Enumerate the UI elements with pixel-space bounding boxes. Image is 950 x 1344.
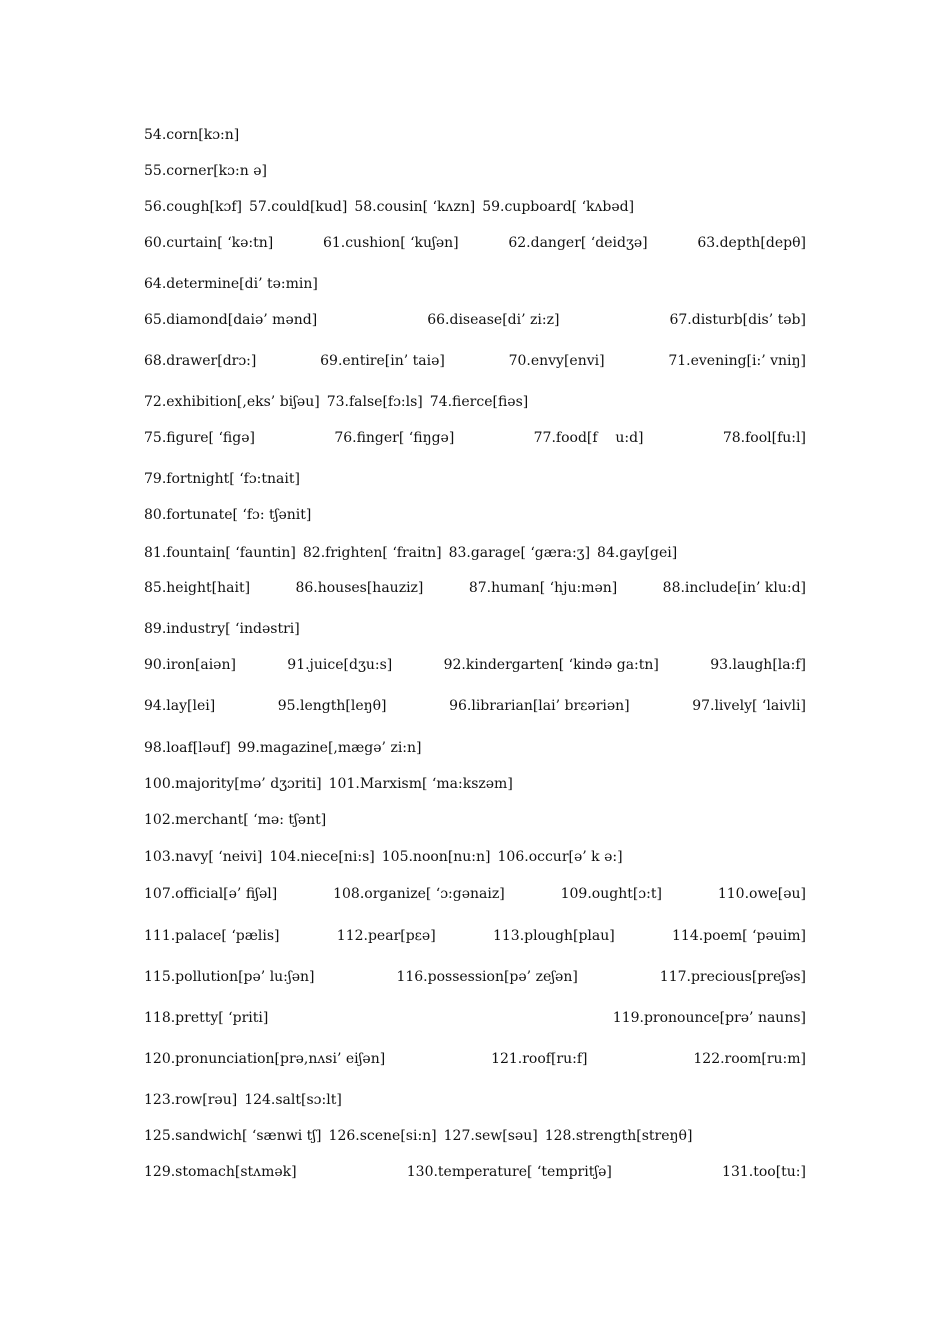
- text-line: [144, 848, 806, 866]
- vocabulary-entry: 94.lay[lei]: [144, 698, 216, 714]
- vocabulary-entry: 78.fool[fu:l]: [722, 430, 806, 446]
- vocabulary-entry: 74.fierce[fiəs]: [429, 394, 529, 410]
- text-line: [144, 697, 806, 715]
- vocabulary-entry: 101.Marxism[ ‘ma:kszəm]: [328, 776, 513, 792]
- vocabulary-entry: 58.cousin[ ‘kʌzn]: [354, 199, 476, 215]
- vocabulary-entry: 90.iron[aiən]: [144, 657, 236, 673]
- vocabulary-entry: 64.determine[di’ tə:min]: [144, 276, 318, 292]
- vocabulary-entry: 92.kindergarten[ ‘kində ga:tn]: [443, 657, 659, 673]
- vocabulary-entry: 97.lively[ ‘laivli]: [692, 698, 806, 714]
- vocabulary-entry: 128.strength[streŋθ]: [544, 1128, 693, 1144]
- vocabulary-entry: 69.entire[in’ taiə]: [320, 353, 445, 369]
- vocabulary-entry: 91.juice[dʒu:s]: [287, 657, 393, 673]
- vocabulary-entry: 108.organize[ ‘ɔ:gənaiz]: [333, 886, 505, 902]
- text-line: [144, 1009, 806, 1027]
- vocabulary-entry: 127.sew[səu]: [443, 1128, 538, 1144]
- text-line: [144, 620, 806, 638]
- text-line: [144, 311, 806, 329]
- vocabulary-entry: 80.fortunate[ ‘fɔ: tʃənit]: [144, 507, 312, 523]
- vocabulary-entry: 100.majority[mə’ dʒɔriti]: [144, 776, 322, 792]
- text-line: [144, 162, 806, 180]
- vocabulary-entry: 125.sandwich[ ‘sænwi tʃ]: [144, 1128, 322, 1144]
- text-line: [144, 1127, 806, 1145]
- text-line: [144, 579, 806, 597]
- vocabulary-entry: 79.fortnight[ ‘fɔ:tnait]: [144, 471, 300, 487]
- vocabulary-entry: 72.exhibition[,eks’ biʃəu]: [144, 394, 320, 410]
- text-line: [144, 1091, 806, 1109]
- vocabulary-entry: 68.drawer[drɔ:]: [144, 353, 257, 369]
- text-line: [144, 739, 806, 757]
- vocabulary-entry: 109.ought[ɔ:t]: [560, 886, 662, 902]
- text-line: [144, 1163, 806, 1181]
- vocabulary-entry: 105.noon[nu:n]: [381, 849, 491, 865]
- vocabulary-entry: 130.temperature[ ‘tempritʃə]: [406, 1164, 612, 1180]
- vocabulary-entry: 65.diamond[daiə’ mənd]: [144, 312, 318, 328]
- vocabulary-entry: 110.owe[əu]: [717, 886, 806, 902]
- text-line: [144, 656, 806, 674]
- text-line: [144, 198, 806, 216]
- vocabulary-entry: 124.salt[sɔ:lt]: [244, 1092, 342, 1108]
- vocabulary-entry: 84.gay[gei]: [597, 545, 678, 561]
- vocabulary-entry: 96.librarian[lai’ brεəriən]: [449, 698, 630, 714]
- vocabulary-entry: 56.cough[kɔf]: [144, 199, 242, 215]
- vocabulary-entry: 76.finger[ ‘fiŋgə]: [334, 430, 455, 446]
- vocabulary-entry: 63.depth[depθ]: [697, 235, 806, 251]
- vocabulary-entry: 93.laugh[la:f]: [710, 657, 806, 673]
- vocabulary-entry: 98.loaf[ləuf]: [144, 740, 231, 756]
- vocabulary-entry: 115.pollution[pə’ lu:ʃən]: [144, 969, 315, 985]
- text-line: [144, 470, 806, 488]
- vocabulary-entry: 57.could[kud]: [248, 199, 348, 215]
- vocabulary-entry: 62.danger[ ‘deidʒə]: [508, 235, 648, 251]
- text-line: [144, 506, 806, 524]
- vocabulary-entry: 55.corner[kɔ:n ə]: [144, 163, 267, 179]
- vocabulary-entry: 116.possession[pə’ zeʃən]: [396, 969, 578, 985]
- vocabulary-entry: 73.false[fɔ:ls]: [326, 394, 423, 410]
- vocabulary-entry: 70.envy[envi]: [508, 353, 605, 369]
- vocabulary-entry: 123.row[rəu]: [144, 1092, 238, 1108]
- vocabulary-entry: 86.houses[hauziz]: [295, 580, 424, 596]
- vocabulary-entry: 59.cupboard[ ‘kʌbəd]: [482, 199, 635, 215]
- text-line: [144, 429, 806, 447]
- vocabulary-entry: 71.evening[i:’ vniŋ]: [668, 353, 806, 369]
- vocabulary-entry: 88.include[in’ klu:d]: [662, 580, 806, 596]
- text-line: [144, 544, 806, 562]
- vocabulary-entry: 117.precious[preʃəs]: [659, 969, 806, 985]
- vocabulary-entry: 129.stomach[stʌmək]: [144, 1164, 297, 1180]
- vocabulary-entry: 77.food[f u:d]: [533, 430, 644, 446]
- text-line: [144, 927, 806, 945]
- vocabulary-entry: 114.poem[ ‘pəuim]: [672, 928, 806, 944]
- text-line: [144, 275, 806, 293]
- vocabulary-entry: 75.figure[ ‘figə]: [144, 430, 255, 446]
- text-line: [144, 811, 806, 829]
- vocabulary-entry: 95.length[leŋθ]: [277, 698, 387, 714]
- vocabulary-entry: 67.disturb[dis’ təb]: [669, 312, 806, 328]
- vocabulary-entry: 102.merchant[ ‘mə: tʃənt]: [144, 812, 327, 828]
- vocabulary-entry: 66.disease[di’ zi:z]: [427, 312, 560, 328]
- vocabulary-entry: 122.room[ru:m]: [693, 1051, 806, 1067]
- vocabulary-entry: 126.scene[si:n]: [328, 1128, 437, 1144]
- text-line: [144, 393, 806, 411]
- vocabulary-entry: 106.occur[ə’ k ə:]: [497, 849, 623, 865]
- text-line: [144, 775, 806, 793]
- vocabulary-entry: 83.garage[ ‘gæra:ʒ]: [448, 545, 591, 561]
- vocabulary-entry: 60.curtain[ ‘kə:tn]: [144, 235, 274, 251]
- vocabulary-entry: 107.official[ə’ fiʃəl]: [144, 886, 278, 902]
- vocabulary-entry: 113.plough[plau]: [492, 928, 615, 944]
- vocabulary-entry: 87.human[ ‘hju:mən]: [468, 580, 618, 596]
- text-line: [144, 1050, 806, 1068]
- vocabulary-entry: 82.frighten[ ‘fraitn]: [302, 545, 442, 561]
- vocabulary-entry: 85.height[hait]: [144, 580, 251, 596]
- vocabulary-entry: 81.fountain[ ‘fauntin]: [144, 545, 296, 561]
- vocabulary-entry: 89.industry[ ‘indəstri]: [144, 621, 300, 637]
- vocabulary-entry: 111.palace[ ‘pælis]: [144, 928, 280, 944]
- vocabulary-entry: 131.too[tu:]: [722, 1164, 806, 1180]
- vocabulary-entry: 103.navy[ ‘neivi]: [144, 849, 263, 865]
- vocabulary-entry: 118.pretty[ ‘priti]: [144, 1010, 269, 1026]
- vocabulary-entry: 99.magazine[,mægə’ zi:n]: [237, 740, 422, 756]
- vocabulary-entry: 112.pear[pεə]: [336, 928, 436, 944]
- text-line: [144, 126, 806, 144]
- vocabulary-entry: 61.cushion[ ‘kuʃən]: [322, 235, 459, 251]
- text-line: [144, 352, 806, 370]
- vocabulary-entry: 104.niece[ni:s]: [269, 849, 375, 865]
- vocabulary-entry: 119.pronounce[prə’ nauns]: [612, 1010, 806, 1026]
- vocabulary-entry: 121.roof[ru:f]: [491, 1051, 588, 1067]
- text-line: [144, 968, 806, 986]
- text-line: [144, 885, 806, 903]
- text-line: [144, 234, 806, 252]
- vocabulary-entry: 120.pronunciation[prə,nʌsi’ eiʃən]: [144, 1051, 386, 1067]
- vocabulary-entry: 54.corn[kɔ:n]: [144, 127, 240, 143]
